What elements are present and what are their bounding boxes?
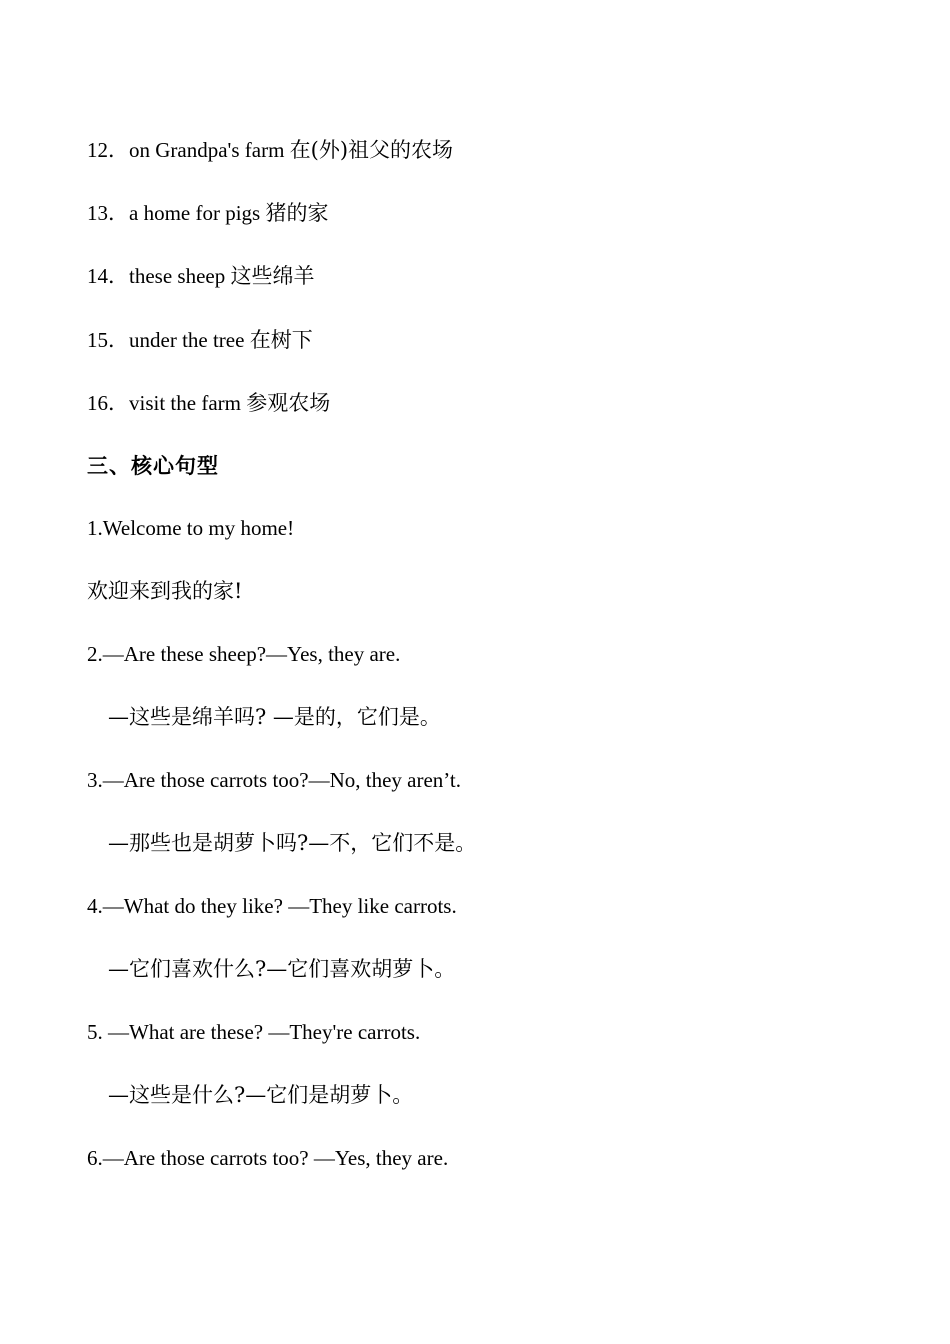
sentence-english: 4.—What do they like? —They like carrots.	[87, 894, 457, 918]
sentence-english: 6.—Are those carrots too? —Yes, they are.	[87, 1146, 449, 1170]
vocab-number: 13．	[87, 201, 129, 225]
sentence-chinese: —那些也是胡萝卜吗?—不，它们不是。	[108, 831, 477, 855]
vocab-number: 15．	[87, 328, 129, 352]
sentence-chinese: —它们喜欢什么?—它们喜欢胡萝卜。	[108, 957, 456, 981]
vocab-english: a home for pigs	[129, 201, 261, 225]
sentence-english: 1.Welcome to my home!	[87, 516, 295, 540]
section-heading: 三、核心句型	[87, 453, 219, 478]
sentence-english: 3.—Are those carrots too?—No, they aren’t.	[87, 768, 462, 792]
vocab-english: visit the farm	[129, 391, 241, 415]
vocab-number: 14．	[87, 264, 129, 288]
sentence-chinese: —这些是什么?—它们是胡萝卜。	[108, 1083, 414, 1107]
vocab-chinese: 这些绵羊	[230, 264, 315, 288]
sentence-chinese: 欢迎来到我的家!	[87, 579, 243, 603]
vocab-chinese: 在树下	[249, 328, 313, 352]
sentence-english: 5. —What are these? —They're carrots.	[87, 1020, 421, 1044]
vocab-number: 12．	[87, 138, 129, 162]
vocab-item	[87, 261, 314, 291]
vocab-english: these sheep	[129, 264, 226, 288]
vocab-number: 16．	[87, 391, 129, 415]
vocab-item	[87, 198, 328, 228]
vocab-english: under the tree	[129, 328, 245, 352]
vocab-chinese: 在(外)祖父的农场	[289, 138, 454, 162]
vocab-item	[87, 325, 313, 355]
sentence-english: 2.—Are these sheep?—Yes, they are.	[87, 642, 401, 666]
vocab-chinese: 参观农场	[246, 391, 331, 415]
vocab-english: on Grandpa's farm	[129, 138, 285, 162]
sentence-chinese: —这些是绵羊吗? —是的，它们是。	[108, 705, 441, 729]
vocab-chinese: 猪的家	[265, 201, 329, 225]
vocab-item	[87, 135, 453, 165]
vocab-item	[87, 388, 330, 418]
